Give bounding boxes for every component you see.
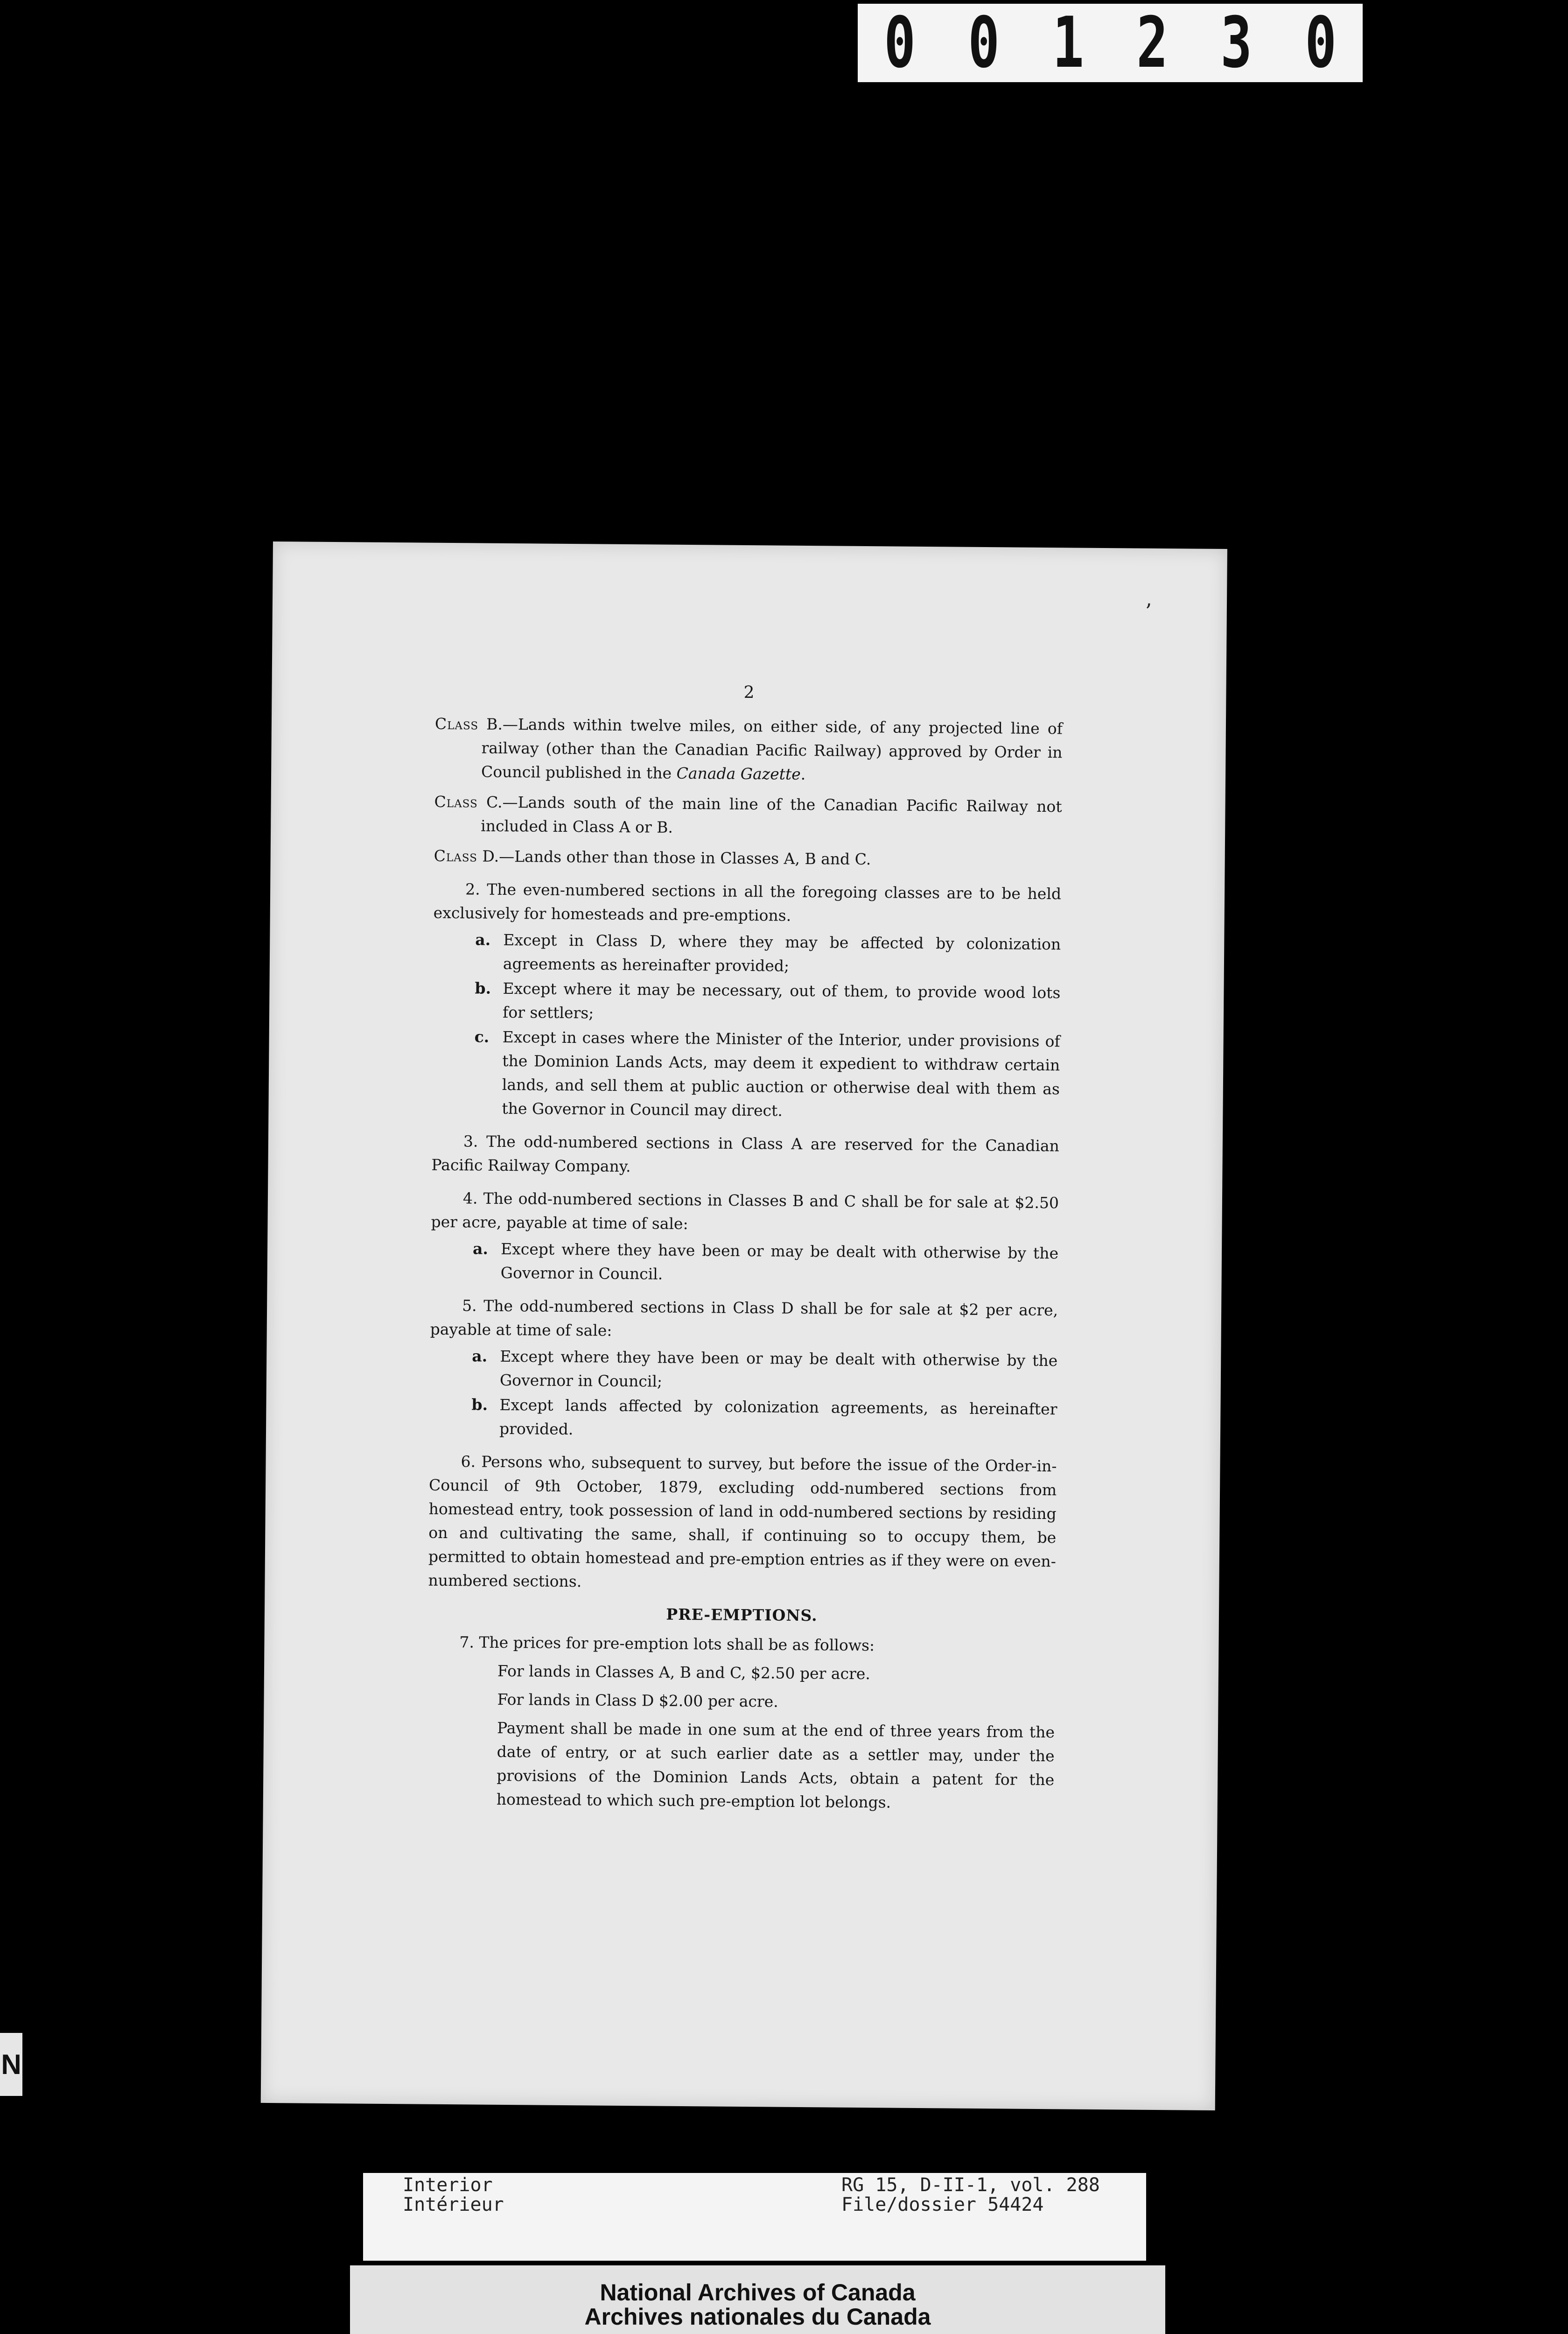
archives-name-fr: Archives nationales du Canada — [584, 2304, 931, 2330]
class-label: Class — [434, 714, 479, 733]
file-reference — [841, 2175, 1100, 2214]
class-text: C.—Lands south of the main line of the Canadian Pacific Railway not included in Class A or B. — [477, 793, 1062, 837]
sub-item — [432, 1025, 1060, 1125]
sub-item-letter: c. — [474, 1027, 490, 1046]
paragraph-6: 6. Persons who, subsequent to survey, but before the issue of the Order-in-Council of 9th October, 1879, excluding odd-numbered sections from homestead entry, took possession of land in odd-numbered sections by residing on and cultivating the same, shall, if continuing so to occupy them, be permitted to obtain homestead and pre-emption entries as if they were on even-numbered sections. — [428, 1452, 1057, 1591]
sub-item-text: Except where it may be necessary, out of them, to provide wood lots for settlers; — [502, 979, 1061, 1022]
sub-item — [433, 976, 1061, 1029]
archives-name-en: National Archives of Canada — [600, 2279, 916, 2306]
archive-reference-label — [363, 2173, 1146, 2261]
frame-digit: 0 — [884, 2, 916, 84]
page-number: 2 — [743, 682, 755, 703]
sub-item-text: Except in Class D, where they may be affected by colonization agreements as hereinafter provided; — [503, 930, 1061, 975]
department-label — [403, 2175, 504, 2214]
paragraph-7-line: For lands in Class D $2.00 per acre. — [497, 1690, 778, 1711]
paragraph-7-line: Payment shall be made in one sum at the end of three years from the date of entry, or at such earlier date as a settler may, under the provisions of the Dominion Lands Acts, obtain a patent for the homestead to which such pre-emption lot belongs. — [496, 1718, 1055, 1812]
sub-item-letter: a. — [472, 1239, 489, 1258]
page-mark: ’ — [1145, 599, 1152, 624]
class-c-paragraph — [434, 790, 1062, 843]
frame-digit: 0 — [1304, 2, 1337, 84]
class-label: Class — [434, 792, 478, 811]
class-d-paragraph — [434, 844, 1062, 873]
sub-item-letter: b. — [475, 979, 491, 998]
document-page — [261, 541, 1227, 2110]
section-heading: PRE-EMPTIONS. — [666, 1605, 818, 1625]
paragraph-4-items — [431, 1237, 1059, 1289]
frame-number — [858, 4, 1363, 82]
record-group: RG 15, D-II-1, vol. 288 — [841, 2174, 1100, 2196]
frame-digit: 0 — [968, 2, 1000, 84]
paragraph-7-line: For lands in Classes A, B and C, $2.50 per acre. — [497, 1661, 870, 1683]
class-b-paragraph — [434, 712, 1063, 788]
sub-item-letter: b. — [471, 1395, 488, 1414]
paragraph-5: 5. The odd-numbered sections in Class D shall be for sale at $2 per acre, payable at time of sale: — [430, 1296, 1058, 1340]
department-fr: Intérieur — [403, 2194, 504, 2215]
edge-tab: N — [0, 2033, 22, 2096]
sub-item — [433, 928, 1061, 980]
sub-item — [431, 1237, 1059, 1289]
department-en: Interior — [403, 2174, 493, 2196]
sub-item-text: Except lands affected by colonization agreements, as hereinafter provided. — [499, 1395, 1057, 1439]
document-text — [427, 712, 1063, 1815]
frame-digit: 2 — [1136, 2, 1169, 84]
paragraph-2: 2. The even-numbered sections in all the foregoing classes are to be held exclusively for homesteads and pre-emptions. — [433, 880, 1062, 925]
class-label: Class — [434, 846, 478, 865]
class-end: . — [800, 765, 806, 783]
file-number: File/dossier 54424 — [841, 2194, 1044, 2215]
class-text: D.—Lands other than those in Classes A, B and C. — [477, 847, 871, 869]
paragraph-3: 3. The odd-numbered sections in Class A are reserved for the Canadian Pacific Railway Company. — [431, 1132, 1060, 1176]
sub-item-letter: a. — [475, 930, 491, 949]
paragraph-5-items — [429, 1344, 1058, 1445]
sub-item-letter: a. — [472, 1347, 488, 1365]
class-text: B.—Lands within twelve miles, on either side, of any projected line of railway (other than the Canadian Pacific Railway) approved by Order in Council published in the — [478, 715, 1063, 782]
frame-digit: 3 — [1220, 2, 1253, 84]
sub-item — [429, 1392, 1057, 1445]
sub-item-text: Except where they have been or may be dealt with otherwise by the Governor in Council. — [500, 1239, 1059, 1283]
paragraph-4: 4. The odd-numbered sections in Classes B and C shall be for sale at $2.50 per acre, payable at time of sale: — [431, 1189, 1059, 1233]
frame-digit: 1 — [1052, 2, 1084, 84]
sub-item-text: Except in cases where the Minister of the Interior, under provisions of the Dominion Lands Acts, may deem it expedient to withdraw certain lands, and sell them at public auction or otherwise deal with them as the Governor in Council may direct. — [502, 1027, 1060, 1120]
archives-banner — [350, 2265, 1165, 2334]
paragraph-7: 7. The prices for pre-emption lots shall be as follows: — [459, 1633, 875, 1655]
sub-item-text: Except where they have been or may be dealt with otherwise by the Governor in Council; — [499, 1347, 1058, 1391]
paragraph-2-items — [432, 928, 1061, 1125]
class-emphasis: Canada Gazette — [676, 764, 801, 783]
sub-item — [430, 1344, 1058, 1397]
